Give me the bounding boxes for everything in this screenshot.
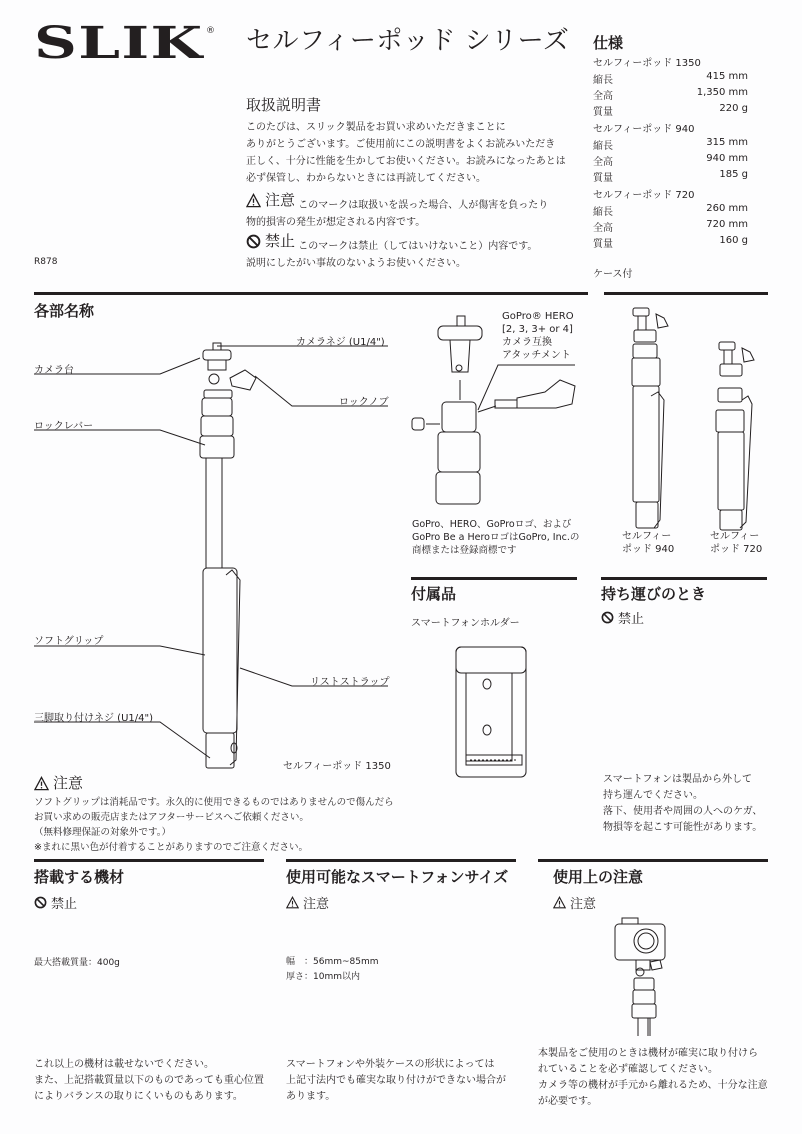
model-caption-720: セルフィー ポッド 720 <box>710 531 763 555</box>
carrying-text: スマートフォンは製品から外して 持ち運んでください。 落下、使用者や周囲の人へのケガ、 物損等を起こす可能性があります。 <box>603 774 763 833</box>
max-load: 最大搭載質量：400g <box>34 958 120 968</box>
model-caption-1350: セルフィーポッド 1350 <box>283 761 391 772</box>
accessories-heading: 付属品 <box>411 585 457 603</box>
prohibit-mark: 禁止 <box>601 608 644 627</box>
spec-row: 全高 940 mm <box>593 153 748 168</box>
label-camera-platform: カメラ台 <box>34 365 74 376</box>
manual-heading: 取扱説明書 <box>246 96 322 114</box>
intro-line: 正しく、十分に性能を生かしてお使いください。お読みになったあとは <box>246 156 566 167</box>
phone-thickness: 厚さ：10mm以内 <box>286 972 360 982</box>
case-note: ケース付 <box>593 269 633 280</box>
phone-width: 幅 ：56mm~85mm <box>286 957 379 967</box>
gopro-label: GoPro® HERO [2, 3, 3+ or 4] カメラ互換 アタッチメント <box>502 311 574 361</box>
label-wrist-strap: リストストラップ <box>310 677 390 688</box>
spec-model-name: セルフィーポッド 720 <box>593 190 695 201</box>
prohibit-mark: 禁止 <box>246 233 295 250</box>
spec-row: 縮長 260 mm <box>593 203 748 218</box>
label-soft-grip: ソフトグリップ <box>34 636 104 647</box>
grip-caution: 注意 ソフトグリップは消耗品です。永久的に使用できるものではありませんので傷んだら お買い求めの販売店またはアフターサービスへご依頼ください。 （無料修理保証の対象外です。） ※まれに黒い色が付着することがありますのでご注意ください。 <box>34 774 394 853</box>
intro-line: ありがとうございます。ご使用前にこの説明書をよくお読みいただき <box>246 139 556 150</box>
specs-heading: 仕様 <box>593 34 624 52</box>
spec-model-name: セルフィーポッド 940 <box>593 124 695 135</box>
caution-text: 物的損害の発生が想定される内容です。 <box>246 217 426 228</box>
caution-text: このマークは取扱いを誤った場合、人が傷害を負ったり <box>298 200 549 211</box>
caution-mark: 注意 <box>553 893 596 912</box>
spec-row: 縮長 415 mm <box>593 71 748 86</box>
caution-mark: 注意 <box>246 192 295 209</box>
caution-mark: 注意 <box>34 774 83 792</box>
label-lock-lever: ロックレバー <box>34 421 94 432</box>
parts-heading: 各部名称 <box>34 302 95 320</box>
gopro-trademark-note: GoPro、HERO、GoProロゴ、および GoPro Be a HeroロゴはGoPro, Inc.の 商標または登録商標です <box>412 519 580 556</box>
page-title: セルフィーポッド シリーズ <box>246 26 570 56</box>
usage-text: 本製品をご使用のときは機材が確実に取り付けら れていることを必ず確認してください。 カメラ等の機材が手元から離れるため、十分な注意 が必要です。 <box>538 1048 768 1107</box>
phone-size-text: スマートフォンや外装ケースの形状によっては 上記寸法内でも確実な取り付けができない場合が あります。 <box>286 1059 506 1102</box>
spec-row: 縮長 315 mm <box>593 137 748 152</box>
label-camera-screw: カメラネジ (U1/4") <box>296 337 385 348</box>
spec-model-name: セルフィーポッド 1350 <box>593 58 701 69</box>
prohibit-mark: 禁止 <box>34 893 77 912</box>
equipment-heading: 搭載する機材 <box>34 868 125 886</box>
accessory-item: スマートフォンホルダー <box>411 618 520 629</box>
intro-line: 必ず保管し、わからないときには再読してください。 <box>246 173 486 184</box>
spec-row: 質量 220 g <box>593 103 748 118</box>
caution-mark: 注意 <box>286 893 329 912</box>
spec-row: 質量 160 g <box>593 235 748 250</box>
prohibit-text: 説明にしたがい事故のないようお使いください。 <box>246 258 466 269</box>
prohibit-text: このマークは禁止（してはいけないこと）内容です。 <box>298 241 538 252</box>
carrying-heading: 持ち運びのとき <box>601 585 707 603</box>
slik-logo: SLIK <box>34 18 204 69</box>
phone-size-heading: 使用可能なスマートフォンサイズ <box>286 868 509 886</box>
label-tripod-screw: 三脚取り付けネジ (U1/4") <box>34 713 153 724</box>
registered-mark: ® <box>206 26 215 36</box>
usage-heading: 使用上の注意 <box>553 868 644 886</box>
model-caption-940: セルフィー ポッド 940 <box>622 531 675 555</box>
doc-code: R878 <box>34 257 58 267</box>
label-lock-knob: ロックノブ <box>339 397 389 408</box>
spec-row: 全高 1,350 mm <box>593 87 748 102</box>
intro-line: このたびは、スリック製品をお買い求めいただきまことに <box>246 122 506 133</box>
spec-row: 全高 720 mm <box>593 219 748 234</box>
spec-row: 質量 185 g <box>593 169 748 184</box>
equipment-text: これ以上の機材は載せないでください。 また、上記搭載質量以下のものであっても重心位置 によりバランスの取りにくいものもあります。 <box>34 1059 264 1102</box>
